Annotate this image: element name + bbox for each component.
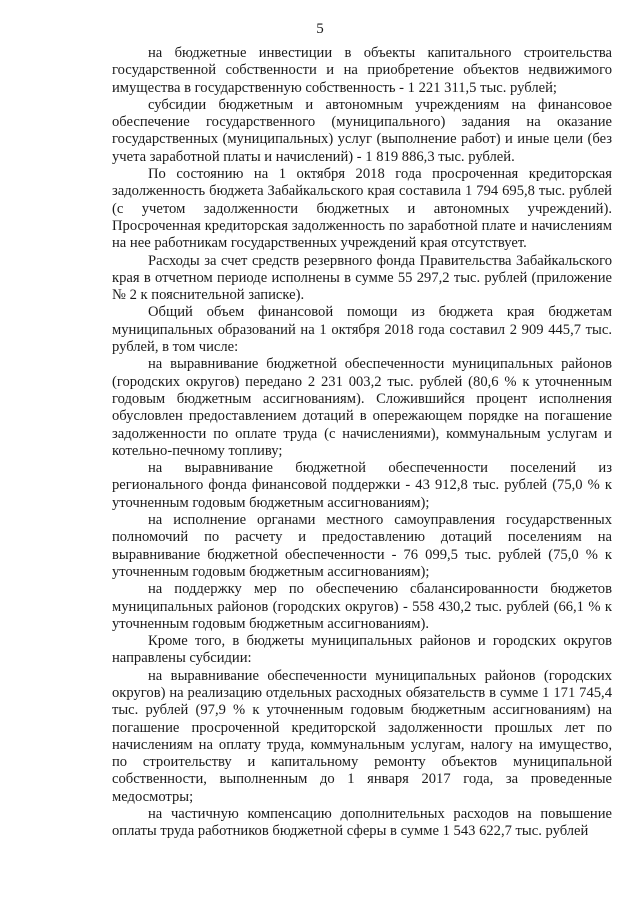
paragraph: на поддержку мер по обеспечению сбалансированности бюджетов муниципальных районов (городских округов) - 558 430,2 тыс. рублей (66,1 % к уточненным годовым бюджетным ассигнованиям).: [112, 581, 612, 632]
paragraph: на частичную компенсацию дополнительных расходов на повышение оплаты труда работников бюджетной сферы в сумме 1 543 622,7 тыс. рублей: [112, 806, 612, 840]
document-body: [112, 45, 612, 841]
paragraph: Общий объем финансовой помощи из бюджета края бюджетам муниципальных образований на 1 октября 2018 года составил 2 909 445,7 тыс. рублей, в том числе:: [112, 304, 612, 356]
paragraph: на выравнивание бюджетной обеспеченности муниципальных районов (городских округов) передано 2 231 003,2 тыс. рублей (80,6 % к уточненным годовым бюджетным ассигнованиям). Сложившийся процент исполнения обусловлен предоставлением дотаций в опережающем порядке на погашение задолженности по оплате труда (с начислениями), коммунальным услугам и котельно-печному топливу;: [112, 356, 612, 459]
page-number: 5: [316, 21, 324, 37]
paragraph: на бюджетные инвестиции в объекты капитального строительства государственной собственности и на приобретение объектов недвижимого имущества в государственную собственность - 1 221 311,5 тыс. рублей;: [112, 45, 612, 96]
paragraph: на выравнивание бюджетной обеспеченности поселений из регионального фонда финансовой поддержки - 43 912,8 тыс. рублей (75,0 % к уточненным годовым бюджетным ассигнованиям);: [112, 460, 612, 511]
paragraph: Кроме того, в бюджеты муниципальных районов и городских округов направлены субсидии:: [112, 633, 612, 667]
paragraph: на исполнение органами местного самоуправления государственных полномочий по расчету и предоставлению дотаций поселениям на выравнивание бюджетной обеспеченности - 76 099,5 тыс. рублей (75,0 % к уточненным годовым бюджетным ассигнованиям);: [112, 512, 612, 580]
paragraph: По состоянию на 1 октября 2018 года просроченная кредиторская задолженность бюджета Забайкальского края составила 1 794 695,8 тыс. рублей (с учетом задолженности бюджетных и автономных учреждений). Просроченная кредиторская задолженность по заработной плате и начислениям на нее работникам государственных учреждений края отсутствует.: [112, 166, 612, 252]
paragraph: Расходы за счет средств резервного фонда Правительства Забайкальского края в отчетном периоде исполнены в сумме 55 297,2 тыс. рублей (приложение № 2 к пояснительной записке).: [112, 252, 612, 304]
paragraph: на выравнивание обеспеченности муниципальных районов (городских округов) на реализацию отдельных расходных обязательств в сумме 1 171 745,4 тыс. рублей (97,9 % к уточненным годовым бюджетным ассигнованиям) на погашение просроченной кредиторской задолженности прошлых лет по начислениям на оплату труда, коммунальным услугам, налогу на имущество, по строительству и капитальному ремонту объектов муниципальной собственности, выполненным до 1 января 2017 года, за проведенные медосмотры;: [112, 667, 612, 805]
paragraph: субсидии бюджетным и автономным учреждениям на финансовое обеспечение государственного (муниципального) задания на оказание государственных (муниципальных) услуг (выполнение работ) и иные цели (без учета заработной платы и начислений) - 1 819 886,3 тыс. рублей.: [112, 96, 612, 165]
